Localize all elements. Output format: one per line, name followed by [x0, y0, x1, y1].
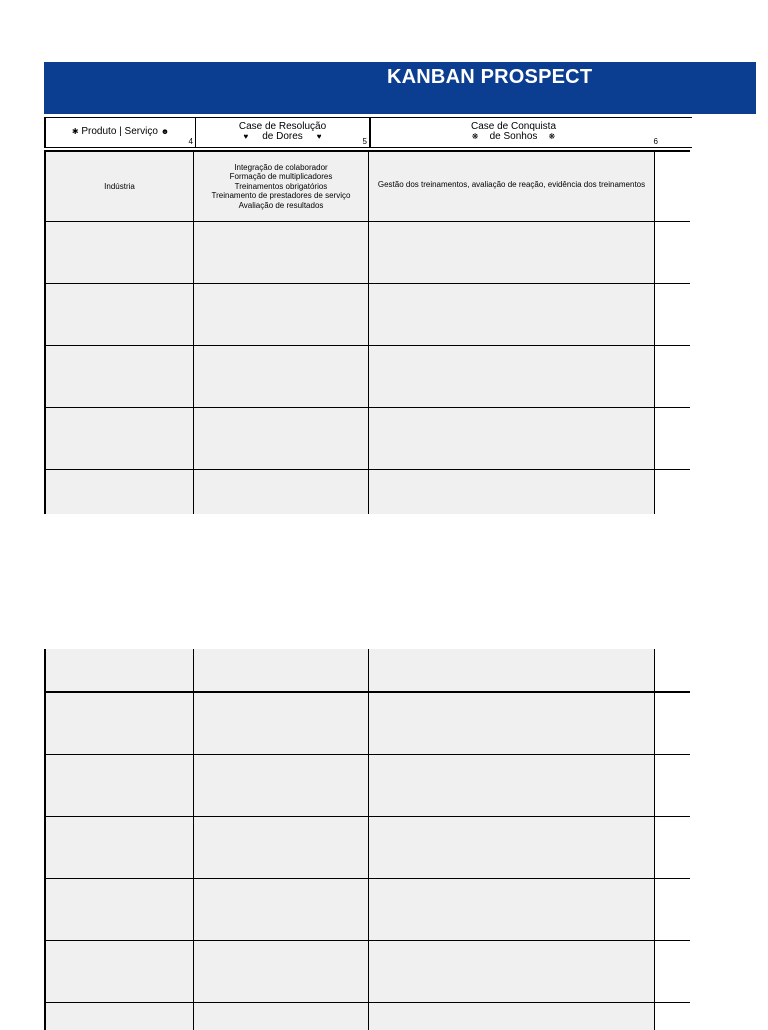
header-number: 4	[188, 137, 193, 146]
column-header-row	[44, 117, 692, 148]
table-row	[44, 941, 690, 1003]
cell-sonhos	[369, 817, 655, 878]
cell-produto	[44, 649, 194, 691]
page-title: KANBAN PROSPECT	[387, 66, 593, 88]
kanban-grid-bottom	[44, 649, 690, 1030]
cell-dores	[194, 817, 369, 878]
header-number: 5	[362, 137, 367, 146]
cell-produto	[44, 346, 194, 407]
dores-line: Treinamento de prestadores de serviço	[211, 191, 351, 201]
table-row	[44, 222, 690, 284]
table-row	[44, 1003, 690, 1030]
cell-sonhos	[369, 1003, 655, 1030]
dores-line: Treinamentos obrigatórios	[234, 181, 328, 191]
table-row	[44, 879, 690, 941]
cell-dores	[194, 693, 369, 754]
dores-line: Integração de colaborador	[234, 162, 328, 172]
cell-dores	[194, 649, 369, 691]
cell-produto	[44, 1003, 194, 1030]
cell-dores	[194, 346, 369, 407]
users-icon: ☻	[160, 127, 170, 136]
cell-produto	[44, 879, 194, 940]
cell-sonhos	[369, 346, 655, 407]
heart-icon: ♥	[316, 132, 322, 141]
cell-sonhos	[369, 693, 655, 754]
gear-icon: ✱	[71, 127, 79, 136]
table-row	[44, 346, 690, 408]
heart-icon: ♥	[243, 132, 249, 141]
table-row	[44, 755, 690, 817]
table-row	[44, 693, 690, 755]
brain-icon: ❋	[548, 132, 556, 141]
header-number: 6	[653, 137, 658, 146]
header-case-resolucao-dores	[196, 118, 371, 147]
cell-dores	[194, 408, 369, 469]
header-label-line1: Case de Conquista	[470, 121, 557, 132]
cell-dores	[194, 1003, 369, 1030]
brain-icon: ❋	[471, 132, 479, 141]
header-produto-servico	[46, 118, 196, 147]
cell-sonhos	[369, 470, 655, 514]
cell-dores	[194, 879, 369, 940]
dores-line: Avaliação de resultados	[238, 200, 324, 210]
table-row	[44, 284, 690, 346]
table-row	[44, 470, 690, 514]
cell-produto: Indústria	[44, 152, 194, 221]
cell-sonhos	[369, 941, 655, 1002]
cell-sonhos	[369, 755, 655, 816]
cell-sonhos	[369, 222, 655, 283]
cell-sonhos: Gestão dos treinamentos, avaliação de reação, evidência dos treinamentos	[369, 152, 655, 221]
cell-produto	[44, 470, 194, 514]
header-label-line1: Case de Resolução	[238, 121, 327, 132]
header-label: Produto | Serviço	[81, 126, 158, 137]
table-row	[44, 649, 690, 693]
cell-dores	[194, 755, 369, 816]
cell-produto	[44, 941, 194, 1002]
cell-sonhos	[369, 408, 655, 469]
header-case-conquista-sonhos	[371, 118, 656, 147]
cell-dores	[194, 284, 369, 345]
table-row	[44, 817, 690, 879]
dores-line: Formação de multiplicadores	[229, 172, 333, 182]
cell-produto	[44, 693, 194, 754]
cell-produto	[44, 755, 194, 816]
header-label-line2: de Sonhos	[489, 131, 538, 142]
cell-produto	[44, 408, 194, 469]
cell-dores	[194, 941, 369, 1002]
cell-sonhos	[369, 649, 655, 691]
cell-sonhos	[369, 879, 655, 940]
cell-sonhos	[369, 284, 655, 345]
table-row	[44, 408, 690, 470]
cell-produto	[44, 222, 194, 283]
kanban-grid-top	[44, 152, 690, 514]
cell-produto	[44, 817, 194, 878]
cell-dores	[194, 222, 369, 283]
cell-dores	[194, 470, 369, 514]
header-label-line2: de Dores	[262, 131, 303, 142]
cell-dores	[194, 152, 369, 221]
cell-produto	[44, 284, 194, 345]
table-row	[44, 152, 690, 222]
